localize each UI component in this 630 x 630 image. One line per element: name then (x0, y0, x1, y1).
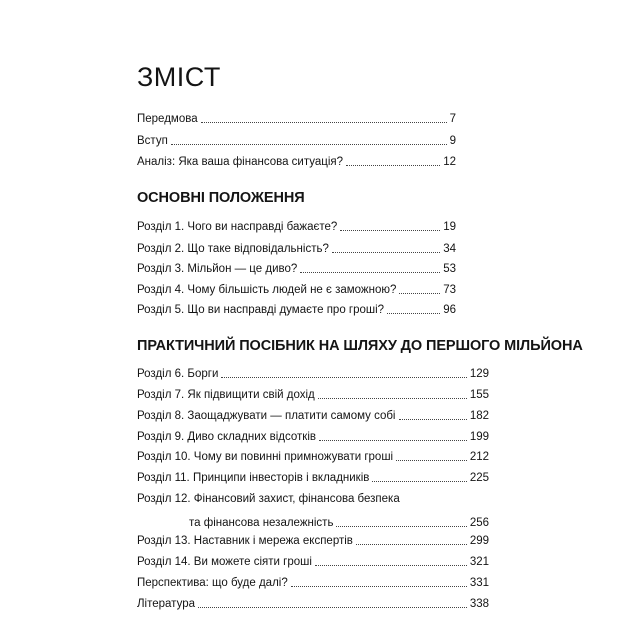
toc-entry-label: Перспектива: що буде далі? (137, 577, 288, 589)
toc-entry (137, 405, 489, 423)
toc-entry (137, 551, 489, 569)
toc-entry-page: 225 (469, 472, 489, 484)
toc-entry (137, 216, 456, 234)
toc-entry-label: Передмова (137, 113, 198, 125)
toc-entry-page: 53 (443, 263, 456, 275)
dot-leader (198, 607, 467, 608)
toc-entry-label: Розділ 7. Як підвищити свій дохід (137, 389, 315, 401)
dot-leader (336, 526, 466, 527)
toc-entry (137, 593, 489, 611)
toc-entry (137, 151, 456, 169)
page-title: ЗМІСТ (137, 62, 221, 92)
toc-entry-page: 299 (469, 535, 489, 547)
toc-entry-page: 34 (443, 243, 456, 255)
toc-entry (137, 258, 456, 276)
toc-entry-page: 199 (469, 431, 489, 443)
dot-leader (332, 252, 440, 253)
toc-entry (137, 299, 456, 317)
toc-entry (137, 108, 456, 126)
toc-entry (137, 426, 489, 444)
toc-entry-label: Розділ 11. Принципи інвесторів і вкладників (137, 472, 370, 484)
toc-entry (137, 467, 489, 485)
toc-entry-label: Розділ 14. Ви можете сіяти гроші (137, 556, 312, 568)
toc-entry (137, 363, 489, 381)
toc-entry-label: Вступ (137, 135, 168, 147)
dot-leader (318, 398, 467, 399)
dot-leader (221, 377, 466, 378)
dot-leader (319, 440, 467, 441)
toc-entry-multiline (137, 488, 489, 530)
toc-entry-page: 182 (469, 410, 489, 422)
toc-entry-page: 129 (469, 368, 489, 380)
dot-leader (300, 272, 440, 273)
toc-entry-label: Розділ 5. Що ви насправді думаєте про гроші? (137, 304, 385, 316)
toc-entry-label: Розділ 10. Чому ви повинні примножувати гроші (137, 451, 394, 463)
dot-leader (201, 122, 447, 123)
toc-entry-label-continued: та фінансова незалежність (189, 517, 334, 529)
toc-entry (137, 130, 456, 148)
toc-entry-page: 321 (469, 556, 489, 568)
toc-entry-label: Розділ 8. Заощаджувати — платити самому собі (137, 410, 396, 422)
toc-entry-page: 331 (469, 577, 489, 589)
toc-entry-page: 9 (449, 135, 456, 147)
toc-entry-label: Аналіз: Яка ваша фінансова ситуація? (137, 156, 344, 168)
toc-entry-label: Розділ 13. Наставник і мережа експертів (137, 535, 353, 547)
toc-entry (137, 384, 489, 402)
dot-leader (399, 419, 467, 420)
toc-entry (137, 238, 456, 256)
toc-entry-label: Розділ 12. Фінансовий захист, фінансова безпека (137, 493, 400, 505)
toc-entry-label: Література (137, 598, 195, 610)
toc-entry-page: 7 (449, 113, 456, 125)
toc-entry-page: 96 (443, 304, 456, 316)
toc-entry-page: 256 (469, 517, 489, 529)
toc-entry-label: Розділ 2. Що таке відповідальність? (137, 243, 329, 255)
dot-leader (399, 293, 440, 294)
toc-entry-label: Розділ 1. Чого ви насправді бажаєте? (137, 221, 338, 233)
toc-entry-label: Розділ 9. Диво складних відсотків (137, 431, 316, 443)
dot-leader (356, 544, 467, 545)
dot-leader (396, 460, 467, 461)
section-title: ПРАКТИЧНИЙ ПОСІБНИК НА ШЛЯХУ ДО ПЕРШОГО МІЛЬЙОНА (137, 338, 583, 354)
toc-entry (137, 279, 456, 297)
toc-entry-page: 12 (443, 156, 456, 168)
toc-entry (137, 530, 489, 548)
toc-entry-page: 19 (443, 221, 456, 233)
toc-entry-label: Розділ 4. Чому більшість людей не є заможною? (137, 284, 397, 296)
toc-entry-continuation (137, 512, 489, 530)
toc-entry-page: 338 (469, 598, 489, 610)
toc-entry-page: 155 (469, 389, 489, 401)
toc-entry-page: 212 (469, 451, 489, 463)
toc-entry (137, 572, 489, 590)
dot-leader (315, 565, 467, 566)
toc-entry-label: Розділ 3. Мільйон — це диво? (137, 263, 298, 275)
dot-leader (372, 481, 466, 482)
toc-entry-label: Розділ 6. Борги (137, 368, 219, 380)
dot-leader (171, 144, 447, 145)
section-title: ОСНОВНІ ПОЛОЖЕННЯ (137, 190, 305, 206)
dot-leader (291, 586, 467, 587)
dot-leader (387, 313, 440, 314)
dot-leader (346, 165, 440, 166)
toc-entry-page: 73 (443, 284, 456, 296)
toc-entry (137, 446, 489, 464)
dot-leader (340, 230, 440, 231)
